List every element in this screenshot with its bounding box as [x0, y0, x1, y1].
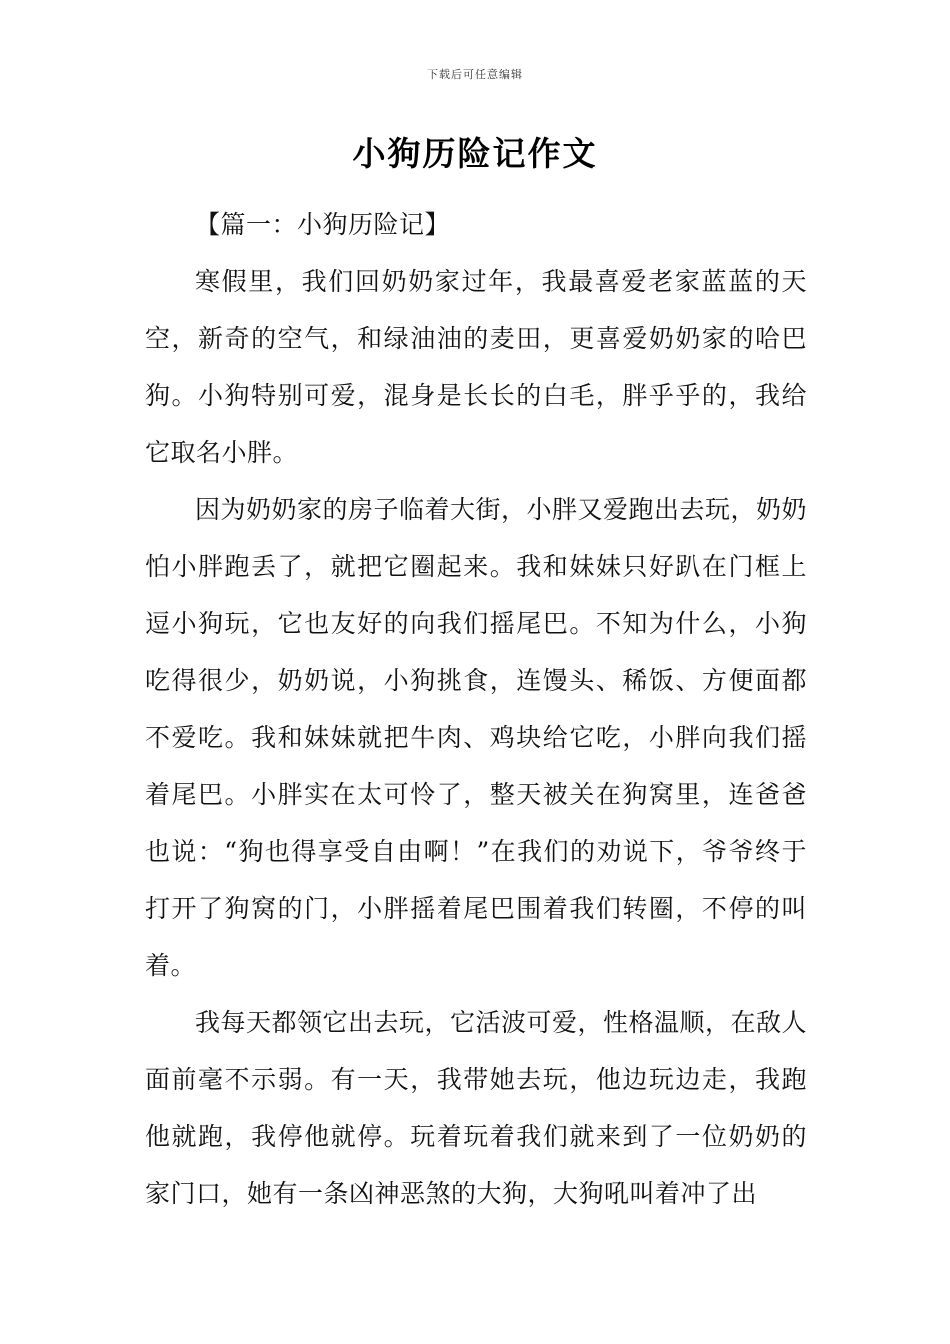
- document-body: [145, 196, 807, 1222]
- header-note: 下载后可任意编辑: [427, 68, 523, 81]
- paragraph: 因为奶奶家的房子临着大街，小胖又爱跑出去玩，奶奶怕小胖跑丢了，就把它圈起来。我和妹妹只好趴在门框上逗小狗玩，它也友好的向我们摇尾巴。不知为什么，小狗吃得很少，奶奶说，小狗挑食，连馒头、稀饭、方便面都不爱吃。我和妹妹就把牛肉、鸡块给它吃，小胖向我们摇着尾巴。小胖实在太可怜了，整天被关在狗窝里，连爸爸也说：“狗也得享受自由啊！”在我们的劝说下，爷爷终于打开了狗窝的门，小胖摇着尾巴围着我们转圈，不停的叫着。: [145, 495, 808, 980]
- paragraph: 我每天都领它出去玩，它活波可爱，性格温顺，在敌人面前毫不示弱。有一天，我带她去玩，他边玩边走，我跑他就跑，我停他就停。玩着玩着我们就来到了一位奶奶的家门口，她有一条凶神恶煞的大狗，大狗吼叫着冲了出: [145, 1008, 808, 1208]
- section-heading: 【篇一：小狗历险记】: [195, 210, 451, 239]
- page-title: 小狗历险记作文: [352, 134, 598, 173]
- paragraph: 寒假里，我们回奶奶家过年，我最喜爱老家蓝蓝的天空，新奇的空气，和绿油油的麦田，更喜爱奶奶家的哈巴狗。小狗特别可爱，混身是长长的白毛，胖乎乎的，我给它取名小胖。: [145, 267, 807, 467]
